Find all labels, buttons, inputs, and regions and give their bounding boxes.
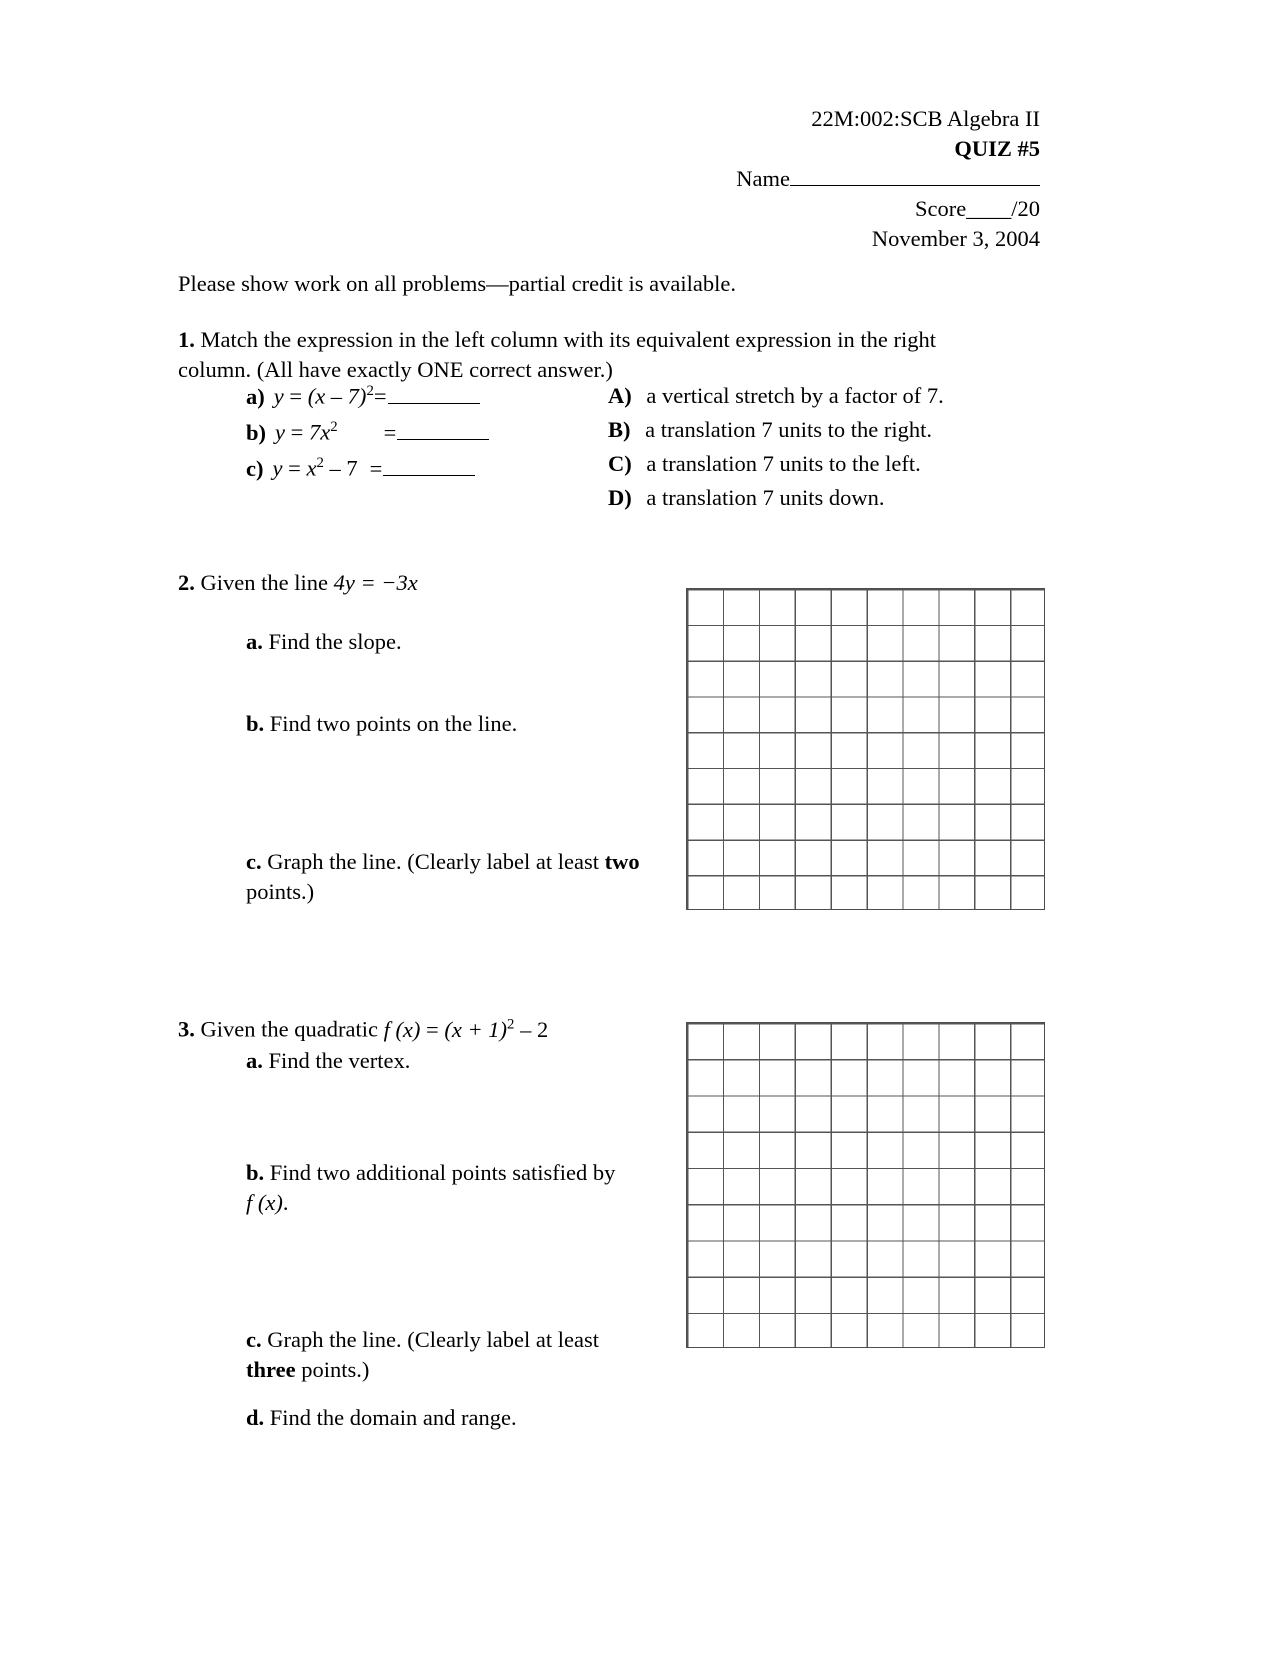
question-3-part-a [246, 1048, 410, 1074]
question-3-part-a-tag: a. [246, 1048, 263, 1073]
question-3-part-d-text: Find the domain and range. [264, 1405, 517, 1430]
question-3-part-a-text: Find the vertex. [262, 1048, 411, 1073]
question-3-part-c-tag: c. [246, 1327, 262, 1352]
name-row [560, 164, 1040, 194]
match-item-b [246, 419, 608, 455]
match-item-a [246, 383, 608, 419]
match-item-b-answer-blank[interactable] [397, 424, 489, 440]
question-3-part-b-period: . [282, 1189, 289, 1215]
match-option-b-tag: B) [608, 417, 631, 442]
question-3-part-b-function: f (x) [246, 1189, 283, 1215]
match-item-a-answer-blank[interactable] [388, 388, 480, 404]
match-item-c-equals: = [369, 455, 383, 481]
instructions-line: Please show work on all problems—partial credit is available. [178, 271, 736, 296]
question-3-part-d-tag: d. [246, 1405, 265, 1430]
question-3-part-c [246, 1325, 646, 1384]
question-2-part-c-tag: c. [246, 849, 262, 874]
match-option-b [608, 417, 1008, 451]
match-option-a-text: a vertical stretch by a factor of 7. [640, 383, 944, 408]
question-3-part-b-text: Find two additional points satisfied by [264, 1160, 616, 1185]
question-2-part-c [246, 847, 646, 906]
match-option-a-tag: A) [608, 383, 632, 408]
match-option-c [608, 451, 1008, 485]
match-item-c [246, 455, 608, 491]
course-title: 22M:002:SCB Algebra II [811, 106, 1040, 131]
question-2-part-b-text: Find two points on the line. [264, 711, 518, 736]
question-2-number: 2. [178, 570, 195, 595]
match-option-d [608, 485, 1008, 519]
matching-right-column [608, 383, 1008, 519]
name-label: Name [736, 166, 790, 192]
match-option-a [608, 383, 1008, 417]
match-item-a-tag: a) [246, 383, 265, 409]
question-3-part-b [246, 1158, 656, 1218]
match-item-c-expression: $y = x^2 - 7$ [272, 455, 358, 481]
match-option-d-tag: D) [608, 485, 632, 510]
match-item-c-tag: c) [246, 455, 264, 481]
question-3-part-c-emphasis: three [246, 1356, 296, 1382]
question-1-matching [178, 383, 1058, 519]
document-header [560, 104, 1040, 253]
question-3-equation: f $(x) = (x + 1)^2 - 2$ [383, 1016, 549, 1042]
question-3-part-b-tag: b. [246, 1160, 265, 1185]
question-2-part-a [246, 629, 402, 655]
question-1-text: Match the expression in the left column with its equivalent expression in the right column. (All have exactly ONE correct answer.) [178, 327, 936, 382]
graph-grid-question-2[interactable] [686, 588, 1045, 910]
match-item-b-equals: = [383, 419, 397, 445]
question-2-part-b-tag: b. [246, 711, 265, 736]
question-2-part-c-text: Graph the line. (Clearly label at least [261, 849, 605, 874]
question-2-equation: 4y = −3x [333, 570, 418, 595]
match-item-a-expression: y = (x – 7)$^2$= [273, 383, 387, 409]
date-label: November 3, 2004 [871, 225, 1040, 251]
question-2-text: Given the line [194, 570, 334, 595]
match-item-b-expression: $y = 7x^2$ [275, 419, 338, 445]
question-2-part-a-tag: a. [246, 629, 263, 654]
question-3-stem [178, 1016, 548, 1043]
match-option-c-tag: C) [608, 451, 632, 476]
question-1-number: 1. [178, 327, 195, 352]
question-3-part-d [246, 1405, 517, 1431]
question-3-text: Given the quadratic [194, 1016, 384, 1042]
question-3-part-c-text: Graph the line. (Clearly label at least [261, 1327, 599, 1352]
match-option-c-text: a translation 7 units to the left. [640, 451, 921, 476]
question-2-part-c-text-end: points.) [246, 878, 315, 904]
question-2-part-a-text: Find the slope. [262, 629, 402, 654]
match-option-d-text: a translation 7 units down. [640, 485, 885, 510]
match-item-c-answer-blank[interactable] [383, 460, 475, 476]
question-3-number: 3. [178, 1016, 195, 1042]
match-item-b-tag: b) [246, 419, 267, 445]
question-3-part-c-text-end: points.) [295, 1356, 370, 1382]
matching-left-column [178, 383, 608, 491]
match-option-b-text: a translation 7 units to the right. [639, 417, 932, 442]
quiz-title: QUIZ #5 [954, 135, 1040, 161]
question-2-part-c-emphasis: two [604, 849, 640, 874]
graph-grid-question-3[interactable] [686, 1022, 1045, 1348]
score-label: Score____/20 [915, 196, 1040, 222]
question-2-part-b [246, 711, 517, 737]
question-2-stem [178, 570, 418, 596]
name-blank-line[interactable] [790, 168, 1040, 186]
question-1-prompt [178, 325, 1008, 385]
